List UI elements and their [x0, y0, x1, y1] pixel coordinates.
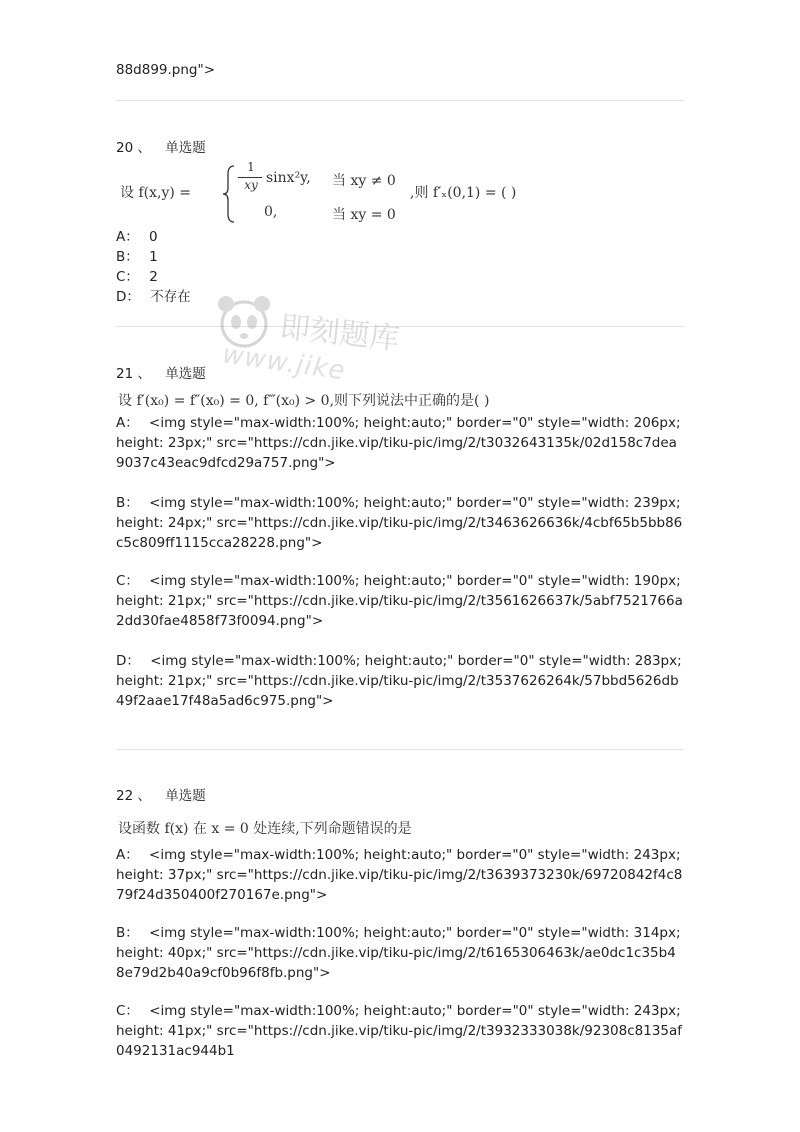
q21-option-a[interactable]	[116, 413, 684, 473]
option-label: A：	[116, 229, 139, 245]
option-label: C：	[116, 269, 139, 285]
q22-option-a[interactable]	[116, 845, 684, 905]
q21-stem: 设 f′(x₀) = f″(x₀) = 0, f‴(x₀) > 0,则下列说法中正确的是( )	[118, 393, 490, 409]
q20-case2-cond: 当 xy = 0	[332, 207, 396, 223]
previous-option-tail: 88d899.png">	[116, 62, 216, 78]
piecewise-brace-icon	[222, 164, 236, 224]
q20-number: 20 、	[116, 140, 151, 156]
q21-option-b[interactable]	[116, 493, 684, 553]
option-label: C：	[116, 573, 139, 589]
q21-option-d[interactable]	[116, 651, 684, 711]
q22-header	[116, 786, 206, 806]
option-text: <img style="max-width:100%; height:auto;" border="0" style="width: 206px; height: 23px;" src="https://cdn.jike.vip/tiku-pic/img/2/t3032643135k/02d158c7dea9037c43eac9dfcd29a757.png">	[116, 415, 681, 471]
q22-stem: 设函数 f(x) 在 x = 0 处连续,下列命题错误的是	[118, 821, 412, 837]
option-label: C：	[116, 1003, 139, 1019]
q20-stem-formula	[118, 160, 568, 226]
option-text: 1	[149, 249, 158, 265]
option-text: <img style="max-width:100%; height:auto;" border="0" style="width: 243px; height: 41px;" src="https://cdn.jike.vip/tiku-pic/img/2/t3932333038k/92308c8135af0492131ac944b1	[116, 1003, 683, 1059]
q22-option-c[interactable]	[116, 1001, 684, 1061]
q20-frac-den: xy	[244, 178, 258, 192]
q20-option-c[interactable]	[116, 267, 158, 287]
option-text: <img style="max-width:100%; height:auto;" border="0" style="width: 243px; height: 37px;" src="https://cdn.jike.vip/tiku-pic/img/2/t3639373230k/69720842f4c879f24d350400f270167e.png">	[116, 847, 683, 903]
q20-case1-expr: sinx²y,	[266, 170, 311, 186]
option-text: <img style="max-width:100%; height:auto;" border="0" style="width: 239px; height: 24px;" src="https://cdn.jike.vip/tiku-pic/img/2/t3463626636k/4cbf65b5bb86c5c809ff1115cca28228.png">	[116, 495, 683, 551]
q20-option-a[interactable]	[116, 227, 158, 247]
divider	[116, 326, 684, 327]
divider	[116, 100, 684, 101]
watermark	[212, 290, 432, 390]
option-text: 2	[149, 269, 158, 285]
panda-logo-icon	[212, 290, 276, 354]
q21-number: 21 、	[116, 366, 151, 382]
option-label: B：	[116, 249, 139, 265]
q21-header	[116, 364, 206, 384]
q20-case1-cond: 当 xy ≠ 0	[332, 173, 396, 189]
watermark-url: www.jike	[220, 339, 348, 387]
q22-option-b[interactable]	[116, 923, 684, 983]
watermark-brand: 即刻题库	[278, 309, 402, 358]
option-text: <img style="max-width:100%; height:auto;" border="0" style="width: 283px; height: 21px;" src="https://cdn.jike.vip/tiku-pic/img/2/t3537626264k/57bbd5626db49f2aae17f48a5ad6c975.png">	[116, 653, 682, 709]
q22-number: 22 、	[116, 788, 151, 804]
option-label: D：	[116, 653, 140, 669]
q20-stem-prefix: 设 f(x,y) =	[120, 185, 191, 201]
option-label: A：	[116, 847, 139, 863]
q20-frac-num: 1	[247, 160, 255, 174]
q22-type: 单选题	[165, 788, 206, 804]
q21-type: 单选题	[165, 366, 206, 382]
q20-option-b[interactable]	[116, 247, 158, 267]
divider	[116, 749, 684, 750]
option-text: <img style="max-width:100%; height:auto;" border="0" style="width: 190px; height: 21px;" src="https://cdn.jike.vip/tiku-pic/img/2/t3561626637k/5abf7521766a2dd30fae4858f73f0094.png">	[116, 573, 683, 629]
option-label: A：	[116, 415, 139, 431]
option-label: B：	[116, 495, 139, 511]
q20-header	[116, 138, 206, 158]
option-label: D：	[116, 289, 140, 305]
option-text: <img style="max-width:100%; height:auto;" border="0" style="width: 314px; height: 40px;" src="https://cdn.jike.vip/tiku-pic/img/2/t6165306463k/ae0dc1c35b48e79d2b40a9cf0b96f8fb.png">	[116, 925, 681, 981]
q20-stem-suffix: ,则 f′ₓ(0,1) = ( )	[410, 185, 517, 201]
q20-type: 单选题	[165, 140, 206, 156]
option-label: B：	[116, 925, 139, 941]
option-text: 0	[149, 229, 158, 245]
q20-case2-expr: 0,	[264, 204, 278, 220]
q20-option-d[interactable]	[116, 287, 191, 307]
q21-option-c[interactable]	[116, 571, 684, 631]
option-text: 不存在	[150, 289, 191, 305]
